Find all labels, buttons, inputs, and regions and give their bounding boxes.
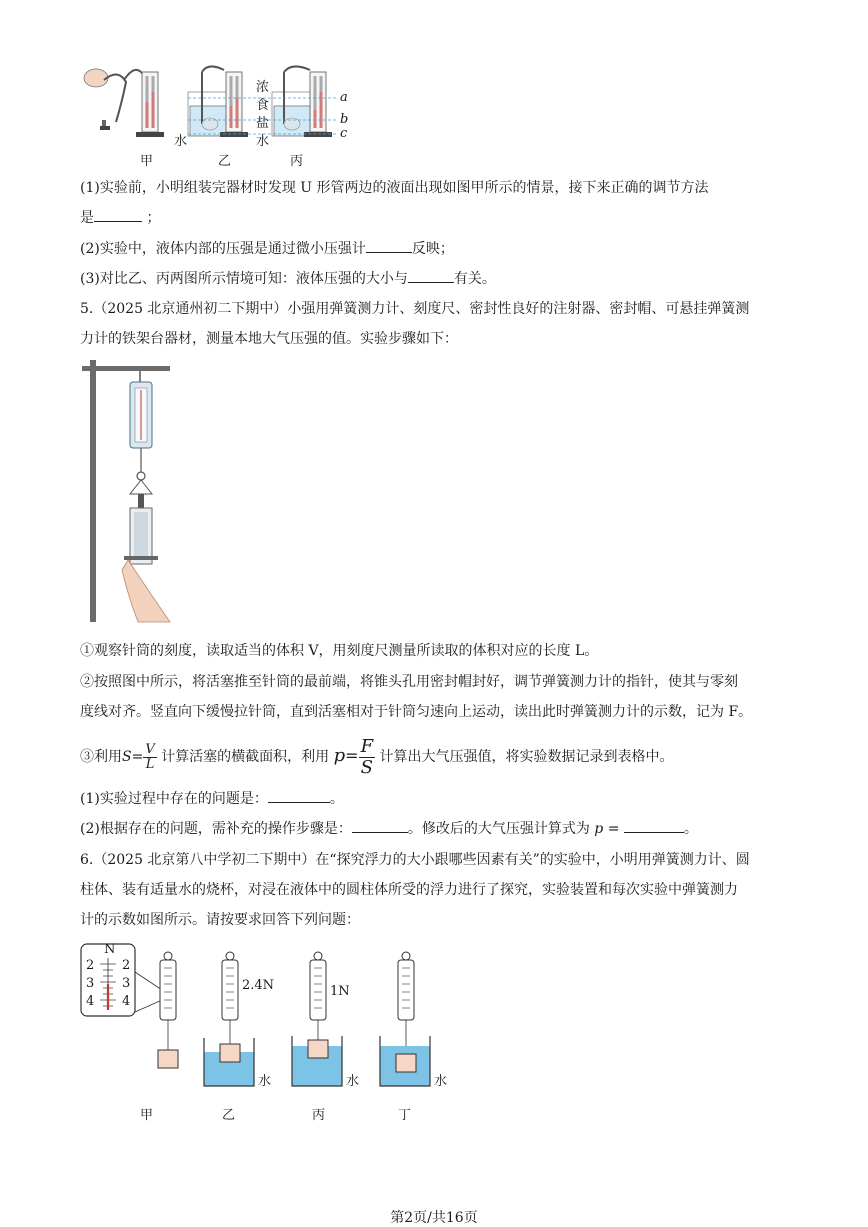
fig-label-bing: 丙 xyxy=(290,154,304,169)
q4-p1-line2 xyxy=(80,207,160,228)
scale-left-4: 4 xyxy=(86,994,95,1009)
reading-yi: 2.4N xyxy=(242,978,275,993)
q6-line3: 计的示数如图所示。请按要求回答下列问题： xyxy=(80,912,360,928)
water-label-bing: 水 xyxy=(346,1074,360,1089)
frac-num-v: V xyxy=(145,741,155,757)
salt-char-4: 水 xyxy=(256,134,270,149)
q4-p3-pre: (3)对比乙、丙两图所示情境可知：液体压强的大小与 xyxy=(80,271,408,287)
q5-step3-mid: 计算活塞的横截面积，利用 xyxy=(161,749,330,765)
q6-line1: 6.（2025 北京第八中学初二下期中）在“探究浮力的大小跟哪些因素有关”的实验中，小明用弹簧测力计、圆 xyxy=(80,852,750,868)
q5-line1: 5.（2025 北京通州初二下期中）小强用弹簧测力计、刻度尺、密封性良好的注射器、密封帽、可悬挂弹簧测 xyxy=(80,301,750,317)
page-footer: 第2页/共16页 xyxy=(390,1210,478,1226)
q5-q2-mid: 。修改后的大气压强计算式为 xyxy=(407,821,590,837)
q5-step3 xyxy=(80,736,674,778)
formula-p: p xyxy=(333,745,346,766)
water-label-yi: 水 xyxy=(258,1074,272,1089)
formula-eq2: = xyxy=(345,746,359,765)
answer-blank xyxy=(352,818,408,833)
q5-q2-post: 。 xyxy=(683,821,698,837)
scale-right-4: 4 xyxy=(122,994,131,1009)
water-label: 水 xyxy=(174,134,188,149)
answer-blank xyxy=(94,207,142,222)
figure-syringe-setup xyxy=(78,360,188,630)
fig-label-jia: 甲 xyxy=(140,1108,154,1123)
q5-step2-line2: 度线对齐。竖直向下缓慢拉针筒，直到活塞相对于针筒匀速向上运动，读出此时弹簧测力计的示数，记为 F。 xyxy=(80,704,753,720)
level-b: b xyxy=(340,112,349,127)
answer-blank xyxy=(366,238,412,253)
formula-s: S xyxy=(122,749,132,765)
q5-line2: 力计的铁架台器材，测量本地大气压强的值。实验步骤如下： xyxy=(80,331,458,347)
q6-line2: 柱体、装有适量水的烧杯，对浸在液体中的圆柱体所受的浮力进行了探究，实验装置和每次实验中弹簧测力 xyxy=(80,882,738,898)
q5-q1-post: 。 xyxy=(329,791,344,807)
fraction-f-over-s xyxy=(359,737,376,778)
frac-num-f: F xyxy=(360,735,374,757)
q5-q1-pre: (1)实验过程中存在的问题是： xyxy=(80,791,268,807)
q5-step3-pre: ③利用 xyxy=(80,749,122,765)
level-a: a xyxy=(340,90,348,105)
q5-q1 xyxy=(80,788,344,809)
syringe-illustration xyxy=(78,360,188,630)
level-c: c xyxy=(340,126,348,141)
answer-blank xyxy=(268,788,330,803)
fig-label-bing: 丙 xyxy=(312,1108,326,1123)
figure-manometers xyxy=(78,62,368,172)
salt-char-3: 盐 xyxy=(256,116,270,131)
q4-p2 xyxy=(80,238,454,259)
q4-p1-post: ； xyxy=(146,210,161,226)
fig-label-yi: 乙 xyxy=(222,1108,236,1123)
q5-step2-line1: ②按照图中所示，将活塞推至针筒的最前端，将锥头孔用密封帽封好，调节弹簧测力计的指针，使其与零刻 xyxy=(80,674,738,690)
answer-blank xyxy=(624,818,684,833)
scale-left-3: 3 xyxy=(86,976,95,991)
q5-step3-post: 计算出大气压强值，将实验数据记录到表格中。 xyxy=(379,749,674,765)
scale-left-2: 2 xyxy=(86,958,95,973)
frac-den-s: S xyxy=(360,756,373,778)
fig-label-jia: 甲 xyxy=(140,154,154,169)
fig-label-yi: 乙 xyxy=(218,154,232,169)
q5-q2 xyxy=(80,818,698,839)
formula-eq: = xyxy=(131,749,144,765)
q5-q2-pre: (2)根据存在的问题，需补充的操作步骤是： xyxy=(80,821,352,837)
q4-p1-pre: 是 xyxy=(80,210,94,226)
fig-label-ding: 丁 xyxy=(398,1108,412,1123)
figure-buoyancy xyxy=(78,940,458,1130)
q5-step1: ①观察针筒的刻度，读取适当的体积 V，用刻度尺测量所读取的体积对应的长度 L。 xyxy=(80,643,599,659)
fraction-v-over-l xyxy=(143,743,156,772)
reading-bing: 1N xyxy=(330,984,350,999)
salt-char-2: 食 xyxy=(256,98,270,113)
q4-p1-line1: (1)实验前，小明组装完器材时发现 U 形管两边的液面出现如图甲所示的情景，接下来正确的调节方法 xyxy=(80,180,709,196)
frac-den-l: L xyxy=(145,756,155,772)
scale-unit: N xyxy=(104,942,116,957)
q4-p2-post: 反映； xyxy=(411,241,454,257)
q4-p2-pre: (2)实验中，液体内部的压强是通过微小压强计 xyxy=(80,241,366,257)
formula-p-eq: p = xyxy=(594,821,620,837)
scale-right-2: 2 xyxy=(122,958,131,973)
salt-char-1: 浓 xyxy=(256,80,270,95)
water-label-ding: 水 xyxy=(434,1074,448,1089)
scale-right-3: 3 xyxy=(122,976,131,991)
answer-blank xyxy=(408,268,454,283)
q4-p3-post: 有关。 xyxy=(453,271,496,287)
q4-p3 xyxy=(80,268,496,289)
